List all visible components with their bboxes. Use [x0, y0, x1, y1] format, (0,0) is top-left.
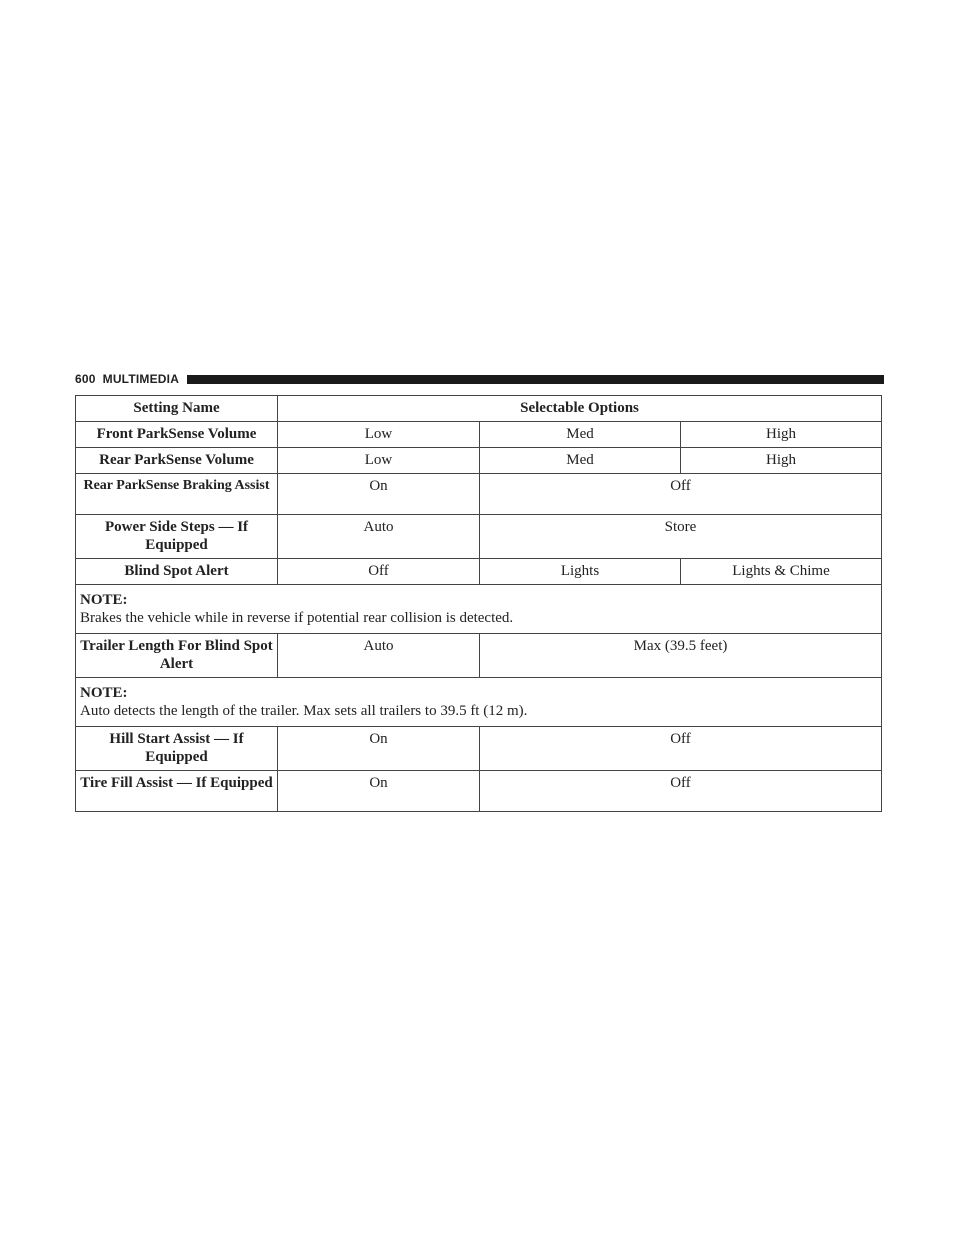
section-title: MULTIMEDIA — [102, 372, 180, 386]
option-value: Lights — [480, 559, 681, 585]
note-label: NOTE: — [80, 592, 128, 608]
table-row — [76, 422, 882, 448]
option-value: Store — [480, 515, 882, 559]
option-value: Auto — [278, 634, 480, 678]
table-row — [76, 634, 882, 678]
table-row — [76, 448, 882, 474]
page-header — [75, 371, 884, 387]
option-value: On — [278, 474, 480, 515]
setting-name: Power Side Steps — If Equipped — [76, 515, 278, 559]
settings-table — [75, 395, 882, 812]
table-row — [76, 727, 882, 771]
note-text: Brakes the vehicle while in reverse if potential rear collision is detected. — [80, 610, 514, 626]
note-cell — [76, 585, 882, 634]
setting-name: Trailer Length For Blind Spot Alert — [76, 634, 278, 678]
note-cell — [76, 678, 882, 727]
table-row — [76, 515, 882, 559]
header-setting-name: Setting Name — [76, 396, 278, 422]
setting-name: Tire Fill Assist — If Equipped — [76, 771, 278, 812]
table-row — [76, 771, 882, 812]
option-value: Off — [480, 727, 882, 771]
header-rule — [187, 375, 884, 384]
option-value: High — [681, 448, 882, 474]
page-number: 600 — [75, 372, 96, 386]
note-text: Auto detects the length of the trailer. Max sets all trailers to 39.5 ft (12 m). — [80, 703, 528, 719]
option-value: Max (39.5 feet) — [480, 634, 882, 678]
setting-name: Hill Start Assist — If Equipped — [76, 727, 278, 771]
note-label: NOTE: — [80, 685, 128, 701]
option-value: Auto — [278, 515, 480, 559]
setting-name: Front ParkSense Volume — [76, 422, 278, 448]
table-header-row — [76, 396, 882, 422]
table-row — [76, 474, 882, 515]
note-row — [76, 678, 882, 727]
option-value: On — [278, 727, 480, 771]
option-value: Med — [480, 448, 681, 474]
option-value: Low — [278, 448, 480, 474]
setting-name: Rear ParkSense Volume — [76, 448, 278, 474]
option-value: On — [278, 771, 480, 812]
table-row — [76, 559, 882, 585]
setting-name: Rear ParkSense Braking Assist — [76, 474, 278, 515]
option-value: Lights & Chime — [681, 559, 882, 585]
option-value: High — [681, 422, 882, 448]
option-value: Med — [480, 422, 681, 448]
setting-name: Blind Spot Alert — [76, 559, 278, 585]
note-row — [76, 585, 882, 634]
header-selectable-options: Selectable Options — [278, 396, 882, 422]
option-value: Off — [480, 474, 882, 515]
option-value: Low — [278, 422, 480, 448]
option-value: Off — [278, 559, 480, 585]
option-value: Off — [480, 771, 882, 812]
